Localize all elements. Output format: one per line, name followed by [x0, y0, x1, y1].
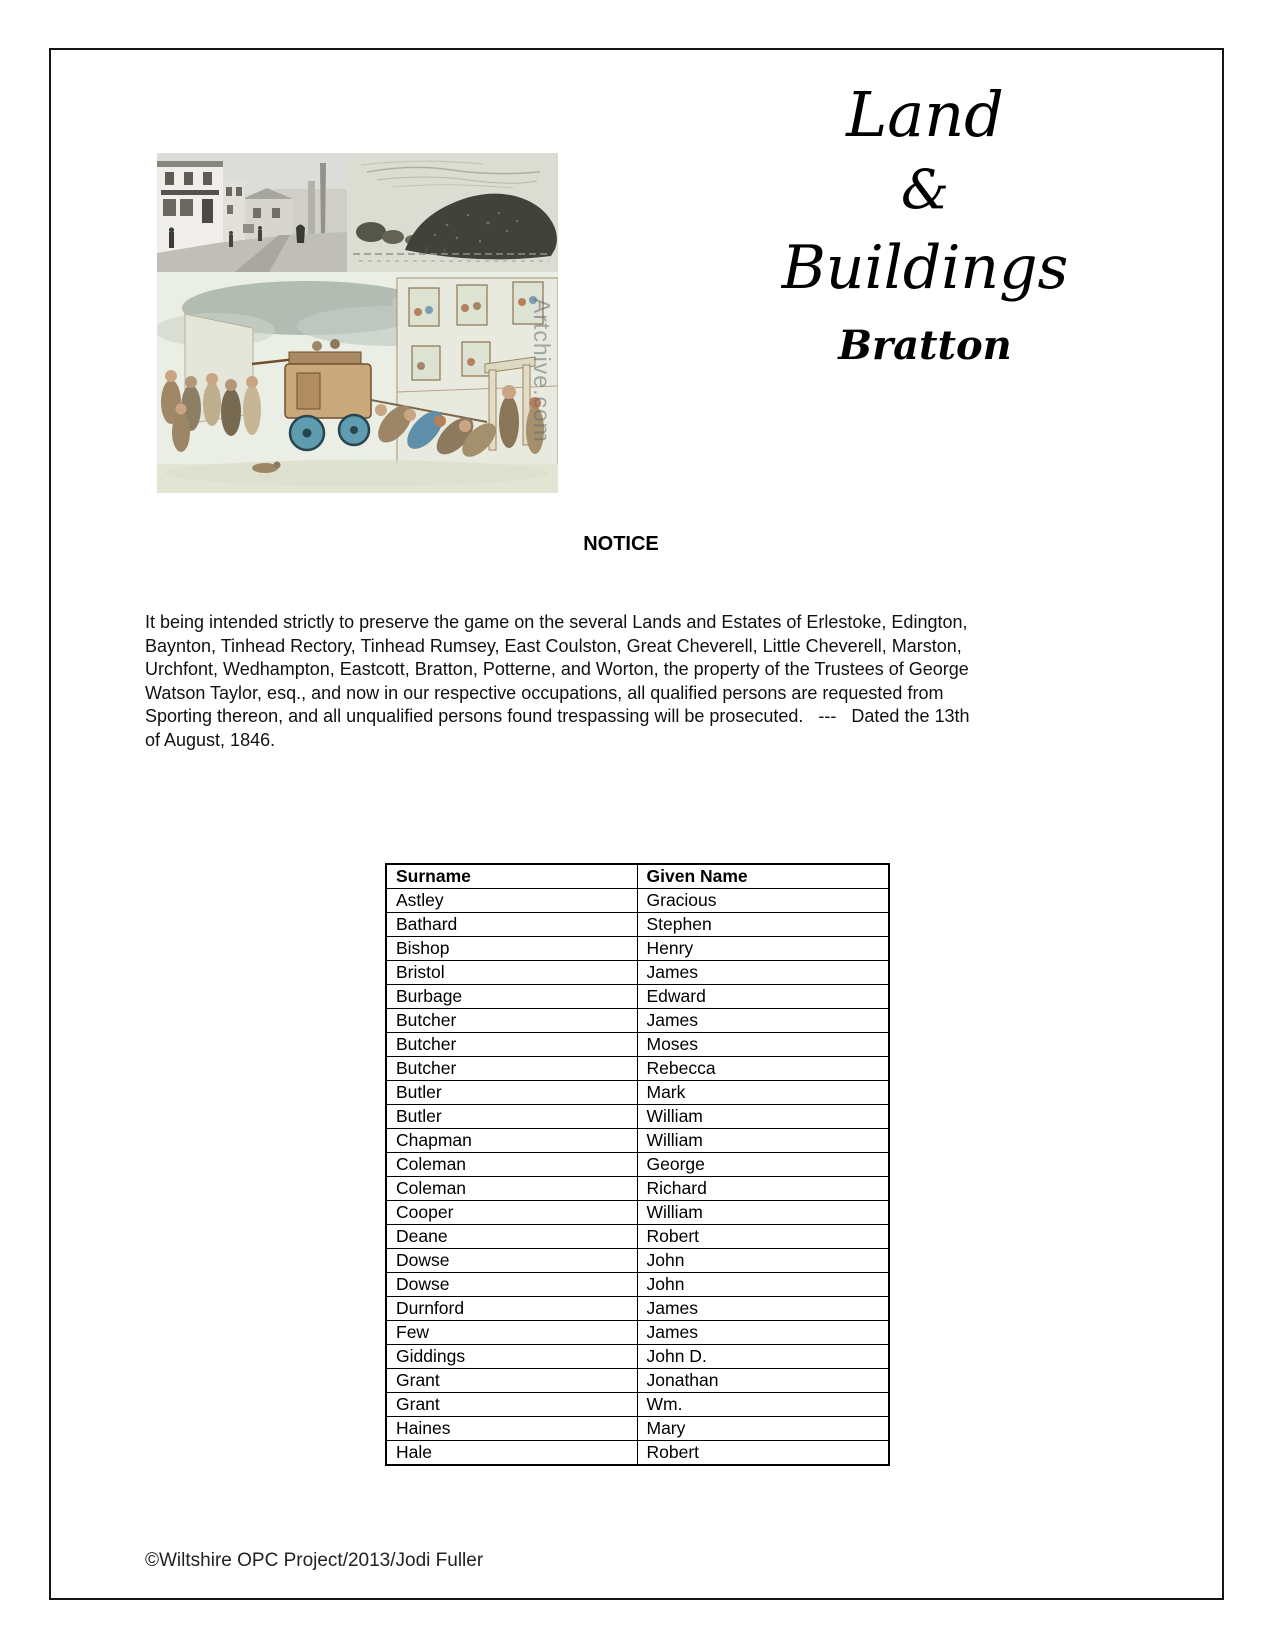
- table-row: [386, 937, 889, 961]
- notice-line: Sporting thereon, and all unqualified persons found trespassing will be prosecuted. --- Dated the 13th: [145, 706, 970, 727]
- table-row: [386, 1129, 889, 1153]
- title-block: [760, 76, 1090, 382]
- surname-cell: Butler: [386, 1105, 637, 1129]
- surname-cell: Butcher: [386, 1057, 637, 1081]
- surname-cell: Dowse: [386, 1249, 637, 1273]
- surname-cell: Burbage: [386, 985, 637, 1009]
- table-row: [386, 1417, 889, 1441]
- surname-cell: Haines: [386, 1417, 637, 1441]
- surname-cell: Cooper: [386, 1201, 637, 1225]
- surname-cell: Bristol: [386, 961, 637, 985]
- surname-column-header: Surname: [386, 864, 637, 889]
- photo-row: [157, 153, 558, 272]
- surname-cell: Grant: [386, 1393, 637, 1417]
- surname-cell: Butcher: [386, 1009, 637, 1033]
- page-title-line-2: &: [900, 158, 950, 221]
- watermark-text: Artchive.com: [529, 298, 555, 443]
- notice-line: Watson Taylor, esq., and now in our respective occupations, all qualified persons are requested from: [145, 682, 944, 703]
- given-name-column-header: Given Name: [637, 864, 889, 889]
- table-row: [386, 1177, 889, 1201]
- table-row: [386, 961, 889, 985]
- table-row: [386, 985, 889, 1009]
- given-name-cell: Mary: [637, 1417, 889, 1441]
- given-name-cell: James: [637, 1321, 889, 1345]
- given-name-cell: William: [637, 1201, 889, 1225]
- table-row: [386, 1057, 889, 1081]
- surname-cell: Grant: [386, 1369, 637, 1393]
- given-name-cell: Gracious: [637, 889, 889, 913]
- notice-paragraph: [145, 611, 1105, 753]
- surname-cell: Butler: [386, 1081, 637, 1105]
- given-name-cell: James: [637, 1009, 889, 1033]
- footer-credit: ©Wiltshire OPC Project/2013/Jodi Fuller: [145, 1550, 484, 1571]
- table-body: [386, 889, 889, 1466]
- table-row: [386, 1369, 889, 1393]
- table-row: [386, 1105, 889, 1129]
- table-row: [386, 1201, 889, 1225]
- page-title-line-1: Land: [846, 78, 1004, 151]
- surname-cell: Butcher: [386, 1033, 637, 1057]
- table-row: [386, 913, 889, 937]
- surname-cell: Hale: [386, 1441, 637, 1466]
- given-name-cell: Jonathan: [637, 1369, 889, 1393]
- given-name-cell: William: [637, 1105, 889, 1129]
- table-row: [386, 1273, 889, 1297]
- given-name-cell: Robert: [637, 1225, 889, 1249]
- given-name-cell: Robert: [637, 1441, 889, 1466]
- table-header-row: [386, 864, 889, 889]
- given-name-cell: George: [637, 1153, 889, 1177]
- surname-cell: Giddings: [386, 1345, 637, 1369]
- table-row: [386, 1033, 889, 1057]
- given-name-cell: John D.: [637, 1345, 889, 1369]
- surname-cell: Durnford: [386, 1297, 637, 1321]
- given-name-cell: Moses: [637, 1033, 889, 1057]
- table-row: [386, 1009, 889, 1033]
- given-name-cell: Wm.: [637, 1393, 889, 1417]
- notice-line: Baynton, Tinhead Rectory, Tinhead Rumsey, East Coulston, Great Cheverell, Little Cheverell, Marston,: [145, 635, 962, 656]
- given-name-cell: Stephen: [637, 913, 889, 937]
- given-name-cell: John: [637, 1273, 889, 1297]
- surname-cell: Few: [386, 1321, 637, 1345]
- given-name-cell: William: [637, 1129, 889, 1153]
- notice-heading: NOTICE: [583, 533, 659, 555]
- hill-engraving-image: [347, 153, 558, 272]
- notice-line: of August, 1846.: [145, 729, 276, 750]
- watercolor-wrap: [157, 272, 558, 493]
- page-title-line-3: Buildings: [781, 233, 1069, 303]
- page-subtitle: Bratton: [838, 322, 1012, 369]
- surname-cell: Dowse: [386, 1273, 637, 1297]
- given-name-cell: James: [637, 961, 889, 985]
- surname-cell: Coleman: [386, 1153, 637, 1177]
- given-name-cell: Rebecca: [637, 1057, 889, 1081]
- given-name-cell: John: [637, 1249, 889, 1273]
- table-row: [386, 1321, 889, 1345]
- photo-collage: [157, 153, 558, 493]
- table-row: [386, 1249, 889, 1273]
- table-row: [386, 1153, 889, 1177]
- table-row: [386, 1225, 889, 1249]
- watercolor-painting-image: [157, 272, 558, 493]
- notice-line: Urchfont, Wedhampton, Eastcott, Bratton, Potterne, and Worton, the property of the Trustees of George: [145, 659, 969, 680]
- table-row: [386, 1297, 889, 1321]
- given-name-cell: Henry: [637, 937, 889, 961]
- surname-cell: Coleman: [386, 1177, 637, 1201]
- given-name-cell: James: [637, 1297, 889, 1321]
- surname-cell: Astley: [386, 889, 637, 913]
- surname-cell: Chapman: [386, 1129, 637, 1153]
- names-table: [385, 863, 890, 1466]
- given-name-cell: Edward: [637, 985, 889, 1009]
- table-row: [386, 1345, 889, 1369]
- notice-line: It being intended strictly to preserve the game on the several Lands and Estates of Erlestoke, Edington,: [145, 612, 968, 632]
- surname-cell: Bishop: [386, 937, 637, 961]
- table-row: [386, 1393, 889, 1417]
- table-row: [386, 1081, 889, 1105]
- surname-cell: Bathard: [386, 913, 637, 937]
- table-row: [386, 1441, 889, 1466]
- given-name-cell: Richard: [637, 1177, 889, 1201]
- surname-cell: Deane: [386, 1225, 637, 1249]
- table-row: [386, 889, 889, 913]
- street-photo-image: [157, 153, 347, 272]
- given-name-cell: Mark: [637, 1081, 889, 1105]
